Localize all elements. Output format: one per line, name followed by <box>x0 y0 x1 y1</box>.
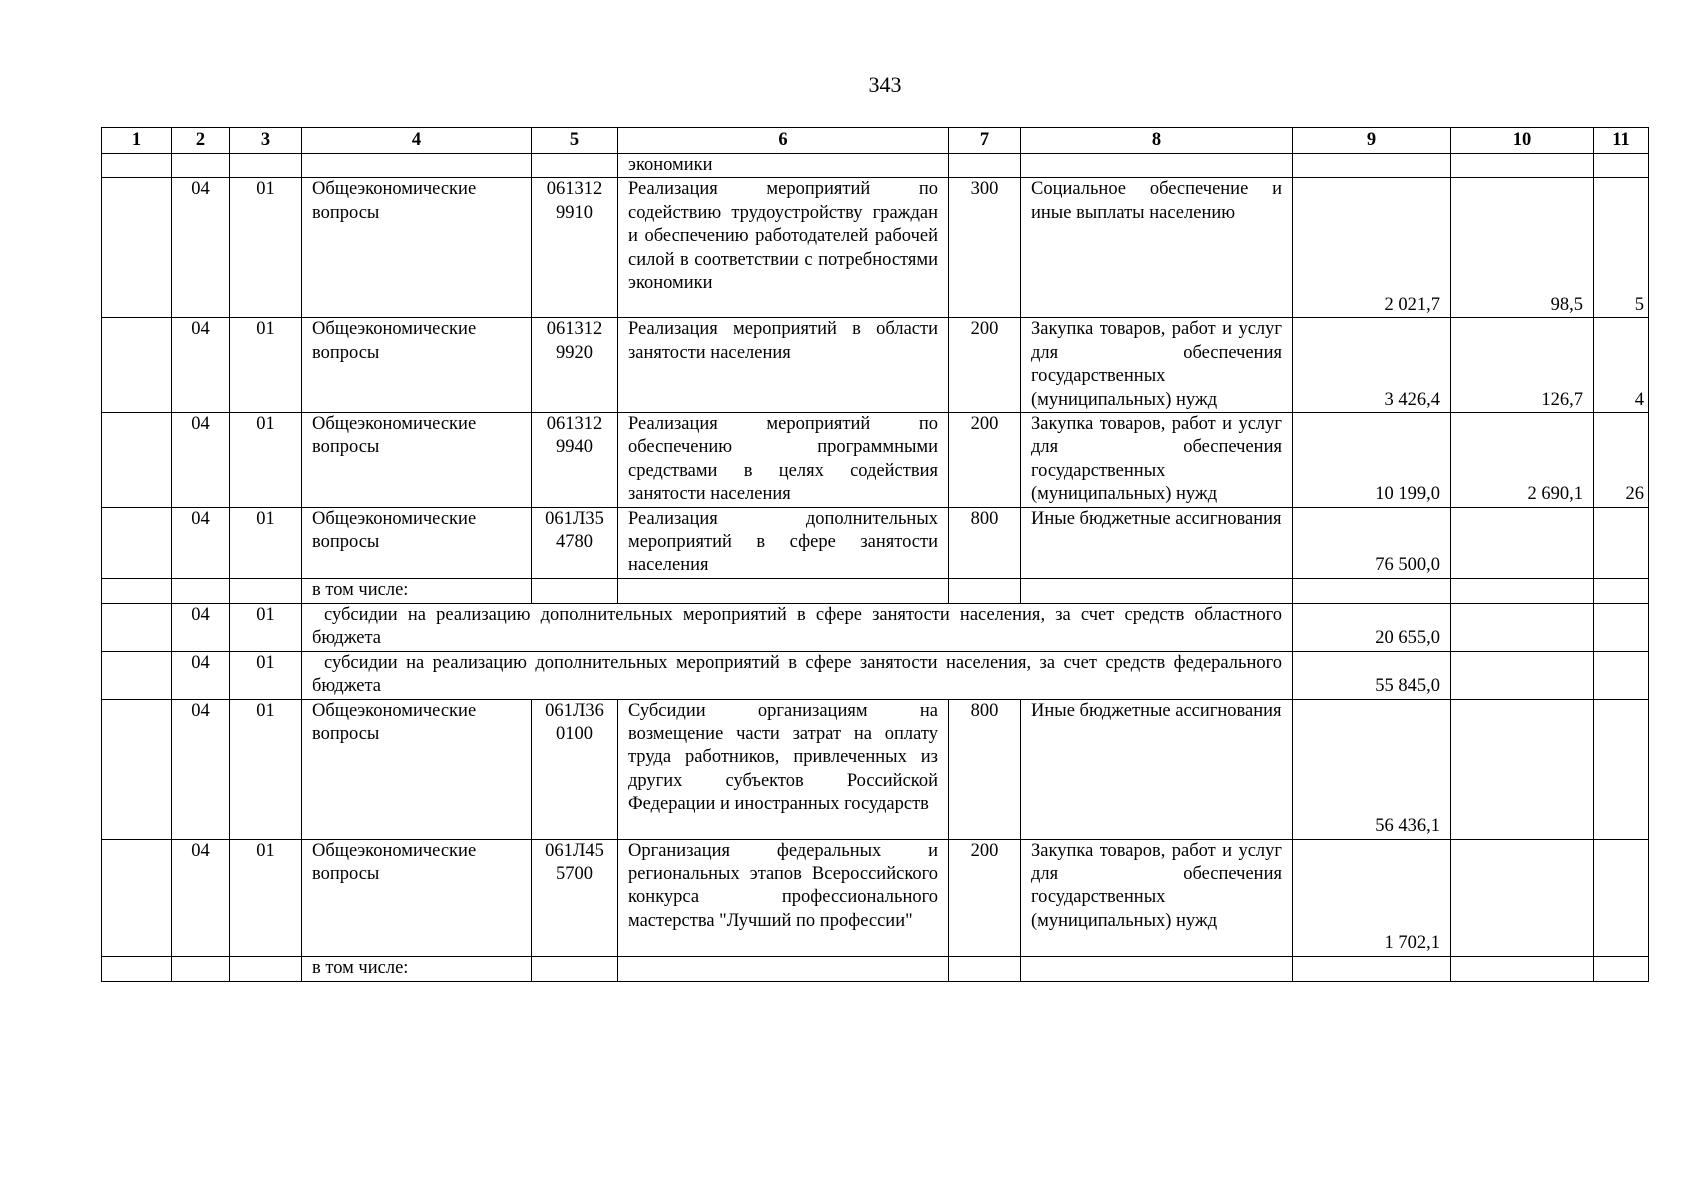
including-label: в том числе: <box>302 956 532 981</box>
target-article: 061312 9910 <box>532 178 618 318</box>
col-header: 10 <box>1451 128 1594 154</box>
expense-type-name: Иные бюджетные ассигнования <box>1021 699 1293 839</box>
article-name: Реализация мероприятий по содействию трудоустройству граждан и обеспечению работодателей рабочей силой в соответствии с потребностями экономики <box>618 178 949 318</box>
amount-secondary <box>1451 699 1594 839</box>
article-name: Организация федеральных и региональных этапов Всероссийского конкурса профессионального мастерства "Лучший по профессии" <box>618 839 949 956</box>
section-code: 04 <box>172 178 230 318</box>
subsection-code: 01 <box>230 699 302 839</box>
amount-secondary <box>1451 507 1594 578</box>
subsection-code: 01 <box>230 603 302 651</box>
subsection-code: 01 <box>230 507 302 578</box>
subsection-code: 01 <box>230 651 302 699</box>
subsection-code: 01 <box>230 413 302 508</box>
col-header: 5 <box>532 128 618 154</box>
amount: 76 500,0 <box>1293 507 1451 578</box>
amount-tertiary <box>1594 507 1649 578</box>
subsection-code: 01 <box>230 318 302 413</box>
expense-type-name: Закупка товаров, работ и услуг для обеспечения государственных (муниципальных) нужд <box>1021 413 1293 508</box>
section-code: 04 <box>172 413 230 508</box>
section-name: Общеэкономические вопросы <box>302 413 532 508</box>
col-header: 4 <box>302 128 532 154</box>
amount: 2 021,7 <box>1293 178 1451 318</box>
amount-secondary: 2 690,1 <box>1451 413 1594 508</box>
subsection-code: 01 <box>230 839 302 956</box>
target-article: 061Л35 4780 <box>532 507 618 578</box>
expense-type: 800 <box>949 699 1021 839</box>
section-name: Общеэкономические вопросы <box>302 699 532 839</box>
amount-secondary: 98,5 <box>1451 178 1594 318</box>
section-name: Общеэкономические вопросы <box>302 839 532 956</box>
including-row <box>102 956 1649 981</box>
article-name: Реализация мероприятий по обеспечению программными средствами в целях содействия занятости населения <box>618 413 949 508</box>
section-code: 04 <box>172 651 230 699</box>
expense-type: 200 <box>949 318 1021 413</box>
table-row <box>102 507 1649 578</box>
subsidy-row <box>102 603 1649 651</box>
continuation-row <box>102 154 1649 178</box>
section-name: Общеэкономические вопросы <box>302 318 532 413</box>
col-header: 9 <box>1293 128 1451 154</box>
target-article: 061Л45 5700 <box>532 839 618 956</box>
amount-tertiary <box>1594 839 1649 956</box>
budget-table <box>101 127 1649 982</box>
amount: 55 845,0 <box>1293 651 1451 699</box>
expense-type-name: Закупка товаров, работ и услуг для обеспечения государственных (муниципальных) нужд <box>1021 839 1293 956</box>
expense-type-name: Социальное обеспечение и иные выплаты населению <box>1021 178 1293 318</box>
subsidy-description: субсидии на реализацию дополнительных мероприятий в сфере занятости населения, за счет средств областного бюджета <box>302 603 1293 651</box>
header-row <box>102 128 1649 154</box>
subsection-code: 01 <box>230 178 302 318</box>
table-row <box>102 413 1649 508</box>
table-row <box>102 839 1649 956</box>
col-header: 8 <box>1021 128 1293 154</box>
amount: 1 702,1 <box>1293 839 1451 956</box>
expense-type-name: Закупка товаров, работ и услуг для обеспечения государственных (муниципальных) нужд <box>1021 318 1293 413</box>
subsidy-row <box>102 651 1649 699</box>
amount: 3 426,4 <box>1293 318 1451 413</box>
subsidy-description: субсидии на реализацию дополнительных мероприятий в сфере занятости населения, за счет средств федерального бюджета <box>302 651 1293 699</box>
including-row <box>102 578 1649 603</box>
col-header: 11 <box>1594 128 1649 154</box>
col-header: 1 <box>102 128 172 154</box>
amount: 10 199,0 <box>1293 413 1451 508</box>
expense-type: 300 <box>949 178 1021 318</box>
amount-secondary <box>1451 839 1594 956</box>
expense-type-name: Иные бюджетные ассигнования <box>1021 507 1293 578</box>
amount-tertiary: 26 <box>1594 413 1649 508</box>
target-article: 061312 9940 <box>532 413 618 508</box>
col-header: 6 <box>618 128 949 154</box>
section-code: 04 <box>172 699 230 839</box>
expense-type: 200 <box>949 839 1021 956</box>
amount: 20 655,0 <box>1293 603 1451 651</box>
col-header: 3 <box>230 128 302 154</box>
article-name: Субсидии организациям на возмещение части затрат на оплату труда работников, привлеченных из других субъектов Российской Федерации и иностранных государств <box>618 699 949 839</box>
expense-type: 800 <box>949 507 1021 578</box>
section-name: Общеэкономические вопросы <box>302 178 532 318</box>
amount-tertiary: 4 <box>1594 318 1649 413</box>
amount: 56 436,1 <box>1293 699 1451 839</box>
amount-tertiary: 5 <box>1594 178 1649 318</box>
table-row <box>102 699 1649 839</box>
article-name: Реализация дополнительных мероприятий в сфере занятости населения <box>618 507 949 578</box>
continuation-text: экономики <box>618 154 949 178</box>
section-code: 04 <box>172 603 230 651</box>
expense-type: 200 <box>949 413 1021 508</box>
target-article: 061312 9920 <box>532 318 618 413</box>
amount-tertiary <box>1594 699 1649 839</box>
amount-secondary: 126,7 <box>1451 318 1594 413</box>
table-row <box>102 178 1649 318</box>
table-row <box>102 318 1649 413</box>
target-article: 061Л36 0100 <box>532 699 618 839</box>
section-name: Общеэкономические вопросы <box>302 507 532 578</box>
article-name: Реализация мероприятий в области занятости населения <box>618 318 949 413</box>
section-code: 04 <box>172 507 230 578</box>
including-label: в том числе: <box>302 578 532 603</box>
col-header: 2 <box>172 128 230 154</box>
section-code: 04 <box>172 839 230 956</box>
section-code: 04 <box>172 318 230 413</box>
col-header: 7 <box>949 128 1021 154</box>
page-number: 343 <box>868 72 902 97</box>
